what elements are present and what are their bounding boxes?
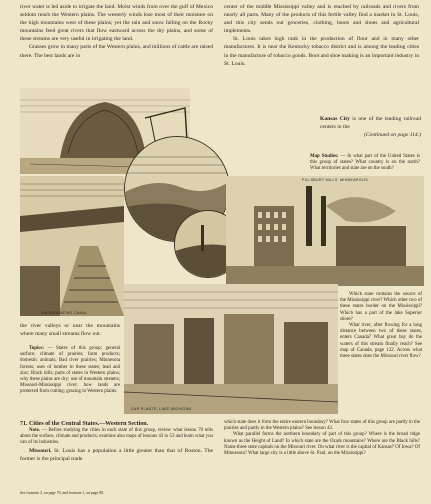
paragraph: which state does it form the entire eastern boundary? What four states of this group are partly in the prairies and partly in the Western plains? See lesson 43. [224, 420, 420, 432]
missouri-label: Missouri. [29, 447, 52, 454]
paragraph: the river valleys or near the mountains where many small streams flow out. [20, 323, 120, 338]
paragraph: Grasses grow in many parts of the Western plains, and millions of cattle are raised there. The best lands are in [20, 44, 213, 59]
section-heading: 71. Cities of the Central States.—Western Section. [20, 421, 149, 427]
paragraph: St. Louis has a population a little greater than that of Boston. The former is the principal trade [20, 447, 213, 462]
note-label: Note. [29, 428, 40, 433]
paragraph: St. Louis takes high rank in the production of flour and in many other manufactures. It is near the Kentucky tobacco district and is among the leading cities in the manufacture of tobacco goods. Boot and shoe making is an important industry in St. Louis. [224, 36, 419, 67]
paragraph: is one of the leading railroad centers in the [320, 116, 422, 131]
map-studies-box [310, 154, 420, 173]
image-caption: PILLSBURY MILLS, MINNEAPOLIS [302, 178, 368, 182]
text-column-right-bottom [224, 420, 420, 457]
topics-label: Topics: [29, 346, 45, 351]
paragraph: center of the middle Mississippi valley and is reached by railroads and rivers from nearly all parts. Many of the products of this fertile valley find a market in St. Louis, and this city sends out groceries, clothing, boots and shoes and agricultural implements. [224, 4, 419, 35]
footnote: See footnote 3, on page 70, and footnote 1, on page 88. [20, 491, 104, 495]
topics-box [20, 346, 120, 396]
paragraph: — States of this group; general surface; climate of prairies; farm products; domestic animals; Bad river prairies; Minnesota forests; uses of lumber in these states; lead and zinc; Black hills; parts of states in Western plains; why these plains are dry; use of mountain streams; Missouri-Mississippi river; how lands are protected from cutting; grazing in Western plains. [20, 346, 120, 395]
image-caption: AN IRRIGATING CANAL [42, 311, 88, 315]
continued-note: (Continued on page 114.) [363, 132, 421, 139]
questions-column [340, 292, 422, 360]
kansas-city-text [320, 115, 421, 139]
question: What river, after flowing for a long distance between two of these states, enters Canada? What great bay do the waters of this stream finally reach? See map of Canada, page 122. Across what three states does the Missouri river flow? [340, 323, 422, 360]
kansas-city-heading: Kansas City [320, 116, 350, 122]
factory-illustration [226, 176, 424, 286]
section-71 [20, 420, 213, 463]
image-caption: CAR PLANTS, LAKE MICHIGAN [131, 407, 192, 411]
text-column-right-top [224, 3, 419, 68]
map-studies-label: Map Studies: [310, 154, 339, 159]
paragraph: — Before studying the cities in each state of this group, review what lesson 70 tells about the surface, climate and products; examine also maps of lessons 43 to 53 and learn what you can of its industries. [20, 428, 213, 446]
street-scene-illustration [124, 284, 338, 414]
boardwalk-illustration [20, 176, 124, 316]
paragraph: — In what part of the United States is this group of states? What country is on the north? What territories and state are on the south? [310, 154, 420, 172]
text-column-left-top [20, 3, 213, 60]
question: Which state contains the source of the Mississippi river? Which other two of these states border on the Mississippi? Which has a part of the lake Superior shore? [340, 292, 422, 322]
paragraph: What parallel forms the northern boundary of part of this group? Where is the broad ridge known as the Height of Land? In which state are the Ozark mountains? Where are the Black hills? Name three state capitals on the Missouri river. On what river is the capital of Kansas? Of Iowa? Of Minnesota? What large city is a little above St. Paul, on the Mississippi? [224, 432, 420, 457]
paragraph: river water is led aside to irrigate the land. Moist winds from over the gulf of Mexico seldom reach the Western plains. The westerly winds lose most of their moisture on the high mountains west of these plains; yet the rain and snow falling on the Rocky mountains feed great rivers that flow eastward across the dry plains, and some of these streams are very useful in irrigating the land. [20, 4, 213, 43]
text-column-left-mid [20, 322, 120, 338]
